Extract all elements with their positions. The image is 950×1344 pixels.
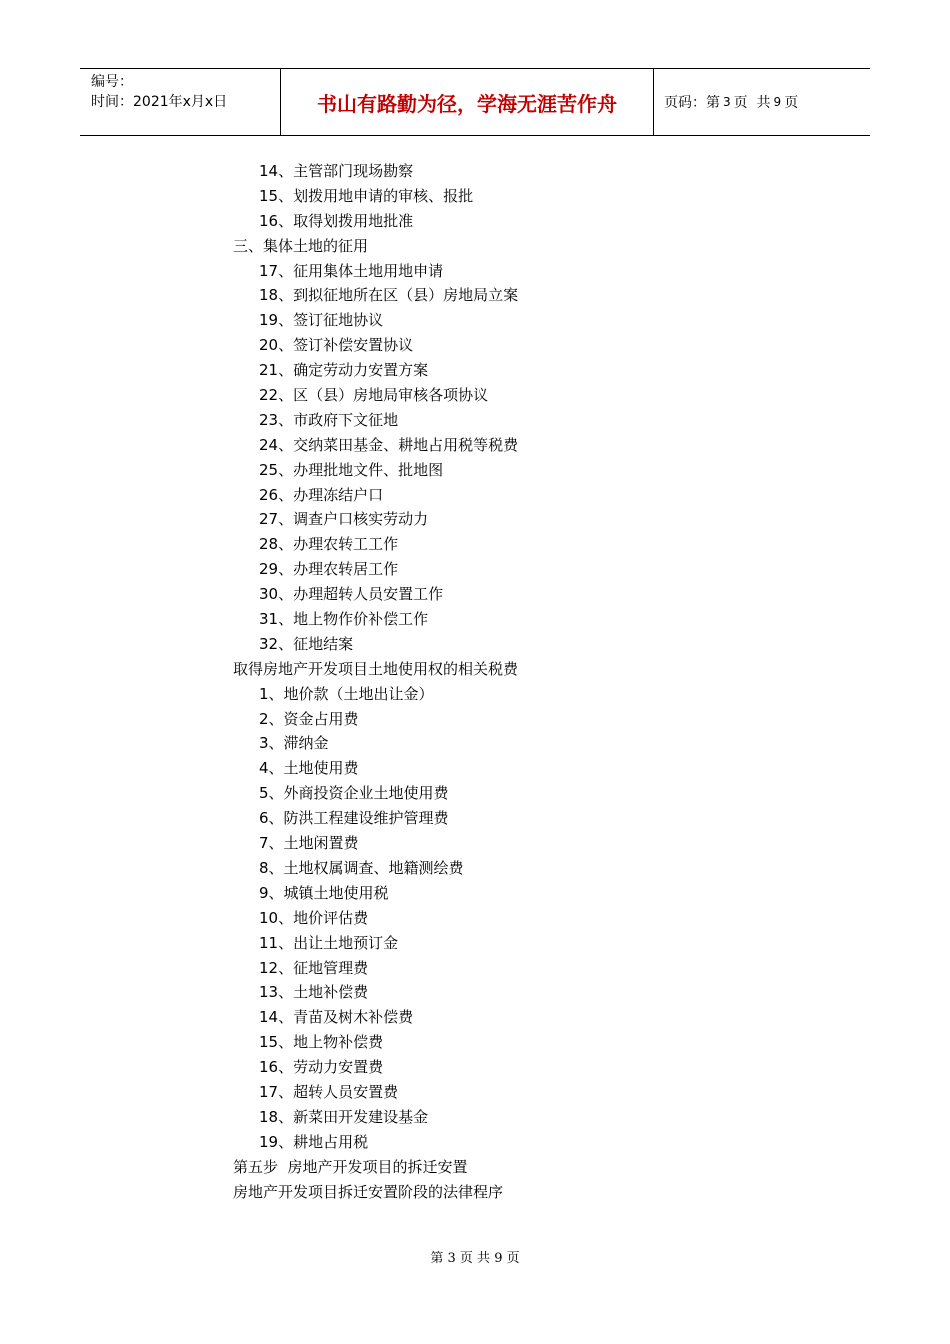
list-item — [0, 1080, 950, 1105]
item-text: 、签订征地协议 — [278, 311, 384, 330]
list-item — [0, 756, 950, 781]
item-number: 12 — [259, 958, 279, 977]
list-item — [0, 184, 950, 209]
list-item — [0, 1005, 950, 1030]
item-number: 17 — [259, 261, 279, 280]
item-text: 、土地权属调查、地籍测绘费 — [268, 858, 464, 877]
item-text: 、区（县）房地局审核各项协议 — [278, 386, 489, 405]
list-item — [0, 906, 950, 931]
list-item — [0, 632, 950, 657]
item-text: 、办理批地文件、批地图 — [278, 460, 444, 479]
header-motto: 书山有路勤为径，学海无涯苦作舟 — [281, 69, 654, 135]
item-text: 、滞纳金 — [268, 734, 329, 753]
list-item — [0, 781, 950, 806]
item-number: 16 — [259, 211, 279, 230]
list-item — [0, 333, 950, 358]
list-item — [0, 483, 950, 508]
list-item — [0, 731, 950, 756]
page-mid: 页 共 — [733, 95, 771, 111]
item-text: 、新菜田开发建设基金 — [278, 1107, 429, 1126]
item-text: 、到拟征地所在区（县）房地局立案 — [278, 286, 519, 305]
item-text: 、超转人员安置费 — [278, 1082, 399, 1101]
item-text: 、土地补偿费 — [278, 983, 369, 1002]
list-item — [0, 259, 950, 284]
page-suffix: 页 — [784, 95, 799, 111]
list-item — [0, 507, 950, 532]
item-text: 、交纳菜田基金、耕地占用税等税费 — [278, 435, 519, 454]
list-item — [0, 881, 950, 906]
list-item — [0, 358, 950, 383]
item-text: 、城镇土地使用税 — [268, 883, 389, 902]
item-text: 、劳动力安置费 — [278, 1058, 384, 1077]
item-number: 22 — [259, 386, 279, 405]
item-text: 、主管部门现场勘察 — [278, 162, 414, 180]
item-text: 、地价评估费 — [278, 908, 369, 927]
list-item — [0, 831, 950, 856]
item-text: 、外商投资企业土地使用费 — [268, 784, 449, 803]
item-number: 15 — [259, 1033, 279, 1052]
list-item — [0, 159, 950, 184]
item-number: 19 — [259, 311, 279, 330]
time-line — [91, 92, 280, 112]
list-item — [0, 1105, 950, 1130]
list-item — [0, 383, 950, 408]
item-text: 、确定劳动力安置方案 — [278, 361, 429, 380]
item-text: 、划拨用地申请的审核、报批 — [278, 186, 474, 205]
list-item — [0, 433, 950, 458]
document-body — [0, 159, 950, 1204]
item-text: 三、集体土地的征用 — [233, 236, 369, 255]
list-item — [0, 1055, 950, 1080]
item-number: 11 — [259, 933, 279, 952]
item-text: 、青苗及树木补偿费 — [278, 1008, 414, 1027]
item-text: 、出让土地预订金 — [278, 933, 399, 952]
item-number: 30 — [259, 585, 279, 604]
item-number: 28 — [259, 535, 279, 554]
list-item — [0, 557, 950, 582]
item-number: 16 — [259, 1058, 279, 1077]
item-text: 、地上物作价补偿工作 — [278, 610, 429, 629]
item-number: 18 — [259, 1107, 279, 1126]
item-number: 1 — [259, 684, 269, 703]
item-number: 21 — [259, 361, 279, 380]
item-number: 25 — [259, 460, 279, 479]
list-item — [0, 582, 950, 607]
list-item — [0, 980, 950, 1005]
item-text: 第五步 房地产开发项目的拆迁安置 — [233, 1157, 468, 1176]
item-text: 、市政府下文征地 — [278, 410, 399, 429]
item-number: 23 — [259, 410, 279, 429]
item-number: 24 — [259, 435, 279, 454]
item-text: 、调查户口核实劳动力 — [278, 510, 429, 529]
item-number: 7 — [259, 834, 269, 853]
item-number: 14 — [259, 162, 279, 180]
item-number: 19 — [259, 1132, 279, 1151]
list-item — [0, 682, 950, 707]
item-text: 、防洪工程建设维护管理费 — [268, 809, 449, 828]
item-text: 、办理超转人员安置工作 — [278, 585, 444, 604]
item-number: 8 — [259, 858, 269, 877]
item-number: 6 — [259, 809, 269, 828]
page-footer: 第 3 页 共 9 页 — [430, 1251, 520, 1266]
list-item — [0, 1130, 950, 1155]
item-text: 、地价款（土地出让金） — [268, 684, 434, 703]
item-text: 房地产开发项目拆迁安置阶段的法律程序 — [233, 1182, 504, 1201]
list-item — [0, 931, 950, 956]
item-text: 、签订补偿安置协议 — [278, 336, 414, 355]
item-text: 、土地使用费 — [268, 759, 359, 778]
page-current: 3 — [723, 95, 731, 109]
header-meta — [80, 69, 281, 135]
item-number: 15 — [259, 186, 279, 205]
section-heading — [0, 657, 950, 682]
item-number: 13 — [259, 983, 279, 1002]
item-text: 取得房地产开发项目土地使用权的相关税费 — [233, 659, 519, 678]
item-text: 、征地结案 — [278, 634, 354, 653]
item-number: 4 — [259, 759, 269, 778]
item-number: 32 — [259, 634, 279, 653]
item-number: 27 — [259, 510, 279, 529]
number-label: 编号： — [91, 74, 133, 90]
item-text: 、办理农转居工作 — [278, 560, 399, 579]
time-label: 时间： — [91, 94, 133, 110]
item-number: 26 — [259, 485, 279, 504]
item-text: 、资金占用费 — [268, 709, 359, 728]
item-number: 17 — [259, 1082, 279, 1101]
list-item — [0, 607, 950, 632]
item-number: 9 — [259, 883, 269, 902]
header-page-number — [654, 69, 870, 135]
page-header — [80, 68, 870, 136]
item-number: 18 — [259, 286, 279, 305]
item-text: 、征地管理费 — [278, 958, 369, 977]
section-heading — [0, 234, 950, 259]
item-number: 20 — [259, 336, 279, 355]
list-item — [0, 408, 950, 433]
list-item — [0, 1030, 950, 1055]
item-number: 2 — [259, 709, 269, 728]
list-item — [0, 707, 950, 732]
time-value: 2021年x月x日 — [133, 94, 228, 110]
list-item — [0, 283, 950, 308]
list-item — [0, 956, 950, 981]
item-number: 3 — [259, 734, 269, 753]
list-item — [0, 856, 950, 881]
list-item — [0, 308, 950, 333]
list-item — [0, 209, 950, 234]
item-number: 29 — [259, 560, 279, 579]
item-text: 、土地闲置费 — [268, 834, 359, 853]
page-total: 9 — [773, 95, 782, 109]
item-text: 、办理冻结户口 — [278, 485, 384, 504]
item-text: 、征用集体土地用地申请 — [278, 261, 444, 280]
item-text: 、耕地占用税 — [278, 1132, 369, 1151]
list-item — [0, 458, 950, 483]
item-text: 、地上物补偿费 — [278, 1033, 384, 1052]
list-item — [0, 532, 950, 557]
item-text: 、取得划拨用地批准 — [278, 211, 414, 230]
list-item — [0, 806, 950, 831]
item-text: 、办理农转工工作 — [278, 535, 399, 554]
page-prefix: 页码：第 — [664, 95, 720, 111]
item-number: 14 — [259, 1008, 279, 1027]
item-number: 10 — [259, 908, 279, 927]
item-number: 31 — [259, 610, 279, 629]
section-heading — [0, 1155, 950, 1180]
item-number: 5 — [259, 784, 269, 803]
section-heading — [0, 1180, 950, 1205]
